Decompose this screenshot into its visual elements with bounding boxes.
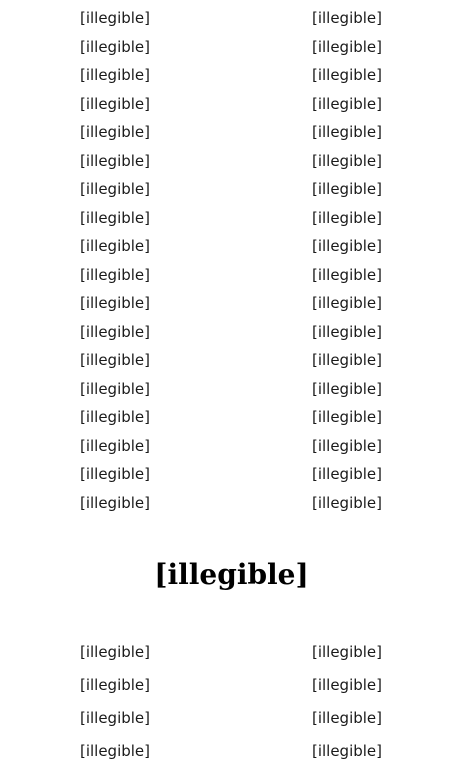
verse-column-right-bottom <box>236 636 458 768</box>
verse-line: [illegible] <box>79 436 151 455</box>
verse-line: [illegible] <box>311 265 383 284</box>
verse-line: [illegible] <box>79 123 151 141</box>
verse-line: [illegible] <box>311 709 383 727</box>
verse-line: [illegible] <box>79 294 151 312</box>
verse-column-left-top <box>4 4 226 517</box>
verse-line: [illegible] <box>79 9 151 27</box>
verse-line: [illegible] <box>311 237 383 255</box>
verse-line: [illegible] <box>79 265 151 284</box>
verse-line: [illegible] <box>79 322 151 341</box>
verse-line: [illegible] <box>311 37 383 56</box>
verse-line: [illegible] <box>79 37 151 56</box>
section-heading: [illegible] <box>154 558 309 591</box>
verse-line: [illegible] <box>79 94 151 113</box>
verse-line: [illegible] <box>311 94 383 113</box>
verse-line: [illegible] <box>311 322 383 341</box>
verse-line: [illegible] <box>79 237 151 255</box>
verse-line: [illegible] <box>79 493 151 512</box>
verse-line: [illegible] <box>311 379 383 398</box>
verse-line: [illegible] <box>311 643 383 661</box>
verse-line: [illegible] <box>79 643 151 661</box>
verse-line: [illegible] <box>79 676 151 694</box>
verse-line: [illegible] <box>79 408 151 426</box>
verse-line: [illegible] <box>311 493 383 512</box>
verse-line: [illegible] <box>311 123 383 141</box>
verse-line: [illegible] <box>311 742 383 760</box>
verse-line: [illegible] <box>79 66 151 84</box>
verse-column-right-top <box>236 4 458 517</box>
verse-line: [illegible] <box>79 351 151 369</box>
verse-line: [illegible] <box>79 742 151 760</box>
verse-line: [illegible] <box>311 351 383 369</box>
verse-line: [illegible] <box>79 151 151 170</box>
verse-line: [illegible] <box>311 465 383 483</box>
verse-line: [illegible] <box>311 9 383 27</box>
verse-line: [illegible] <box>311 151 383 170</box>
verse-line: [illegible] <box>79 379 151 398</box>
verse-line: [illegible] <box>311 208 383 227</box>
verse-line: [illegible] <box>311 676 383 694</box>
verse-column-left-bottom <box>4 636 226 768</box>
verse-line: [illegible] <box>311 294 383 312</box>
verse-line: [illegible] <box>311 180 383 198</box>
verse-line: [illegible] <box>79 709 151 727</box>
verse-line: [illegible] <box>79 208 151 227</box>
verse-line: [illegible] <box>79 180 151 198</box>
verse-line: [illegible] <box>311 408 383 426</box>
verse-line: [illegible] <box>79 465 151 483</box>
verse-line: [illegible] <box>311 436 383 455</box>
verse-line: [illegible] <box>311 66 383 84</box>
